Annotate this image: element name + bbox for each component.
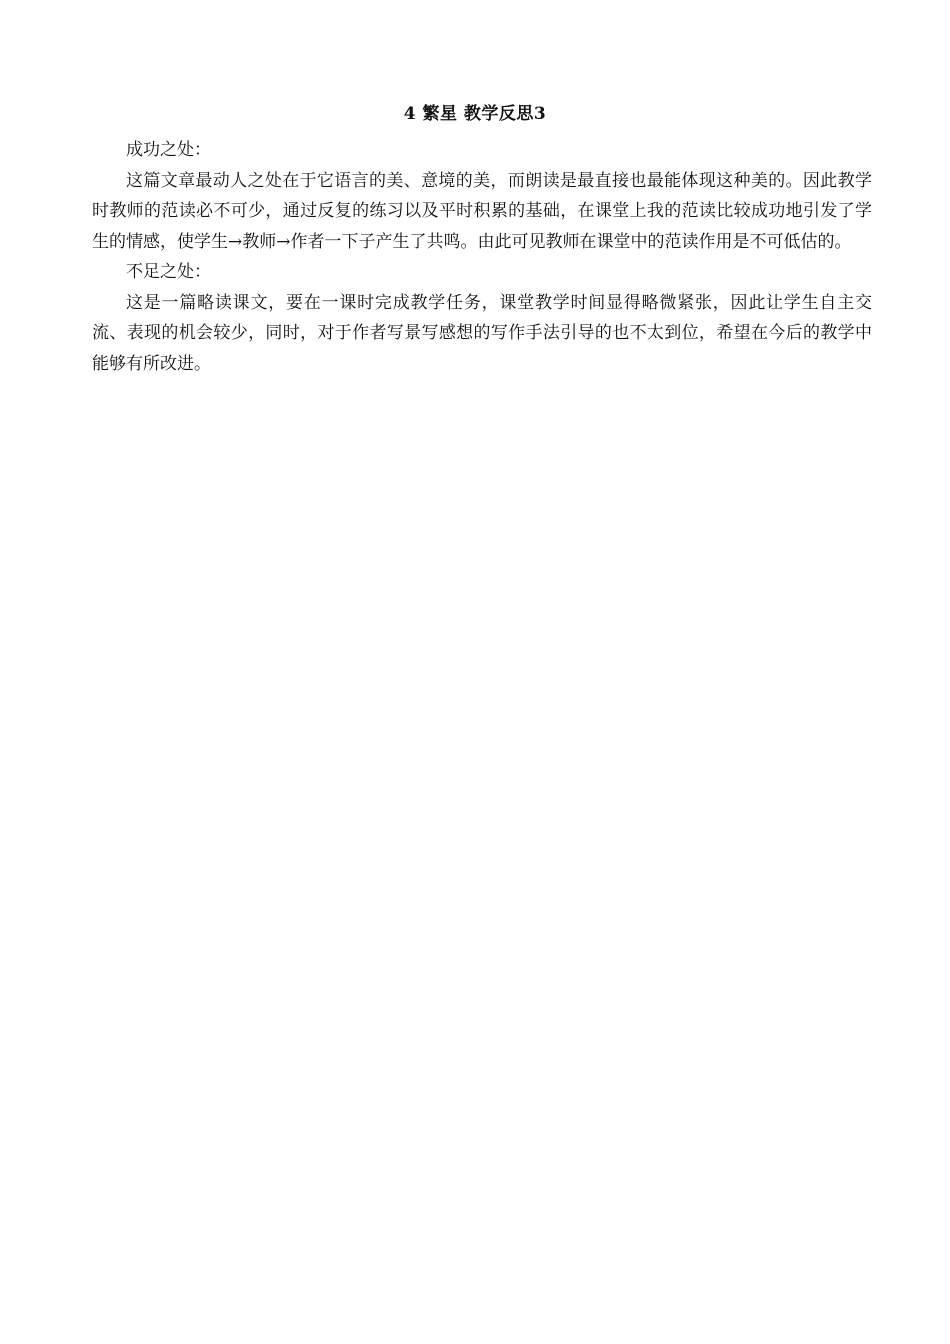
document-title: 4 繁星 教学反思3 [403, 104, 547, 124]
shortcoming-paragraph: 这是一篇略读课文，要在一课时完成教学任务，课堂教学时间显得略微紧张，因此让学生自主交流、表现的机会较少，同时，对于作者写景写感想的写作手法引导的也不太到位，希望在今后的教学中能够有所改进。 [92, 292, 872, 374]
success-paragraph: 这篇文章最动人之处在于它语言的美、意境的美，而朗读是最直接也最能体现这种美的。因此教学时教师的范读必不可少，通过反复的练习以及平时积累的基础，在课堂上我的范读比较成功地引发了学生的情感，使学生→教师→作者一下子产生了共鸣。由此可见教师在课堂中的范读作用是不可低估的。 [92, 170, 872, 252]
document-body [92, 135, 872, 379]
success-heading: 成功之处： [126, 140, 211, 160]
shortcoming-heading: 不足之处： [126, 262, 211, 282]
